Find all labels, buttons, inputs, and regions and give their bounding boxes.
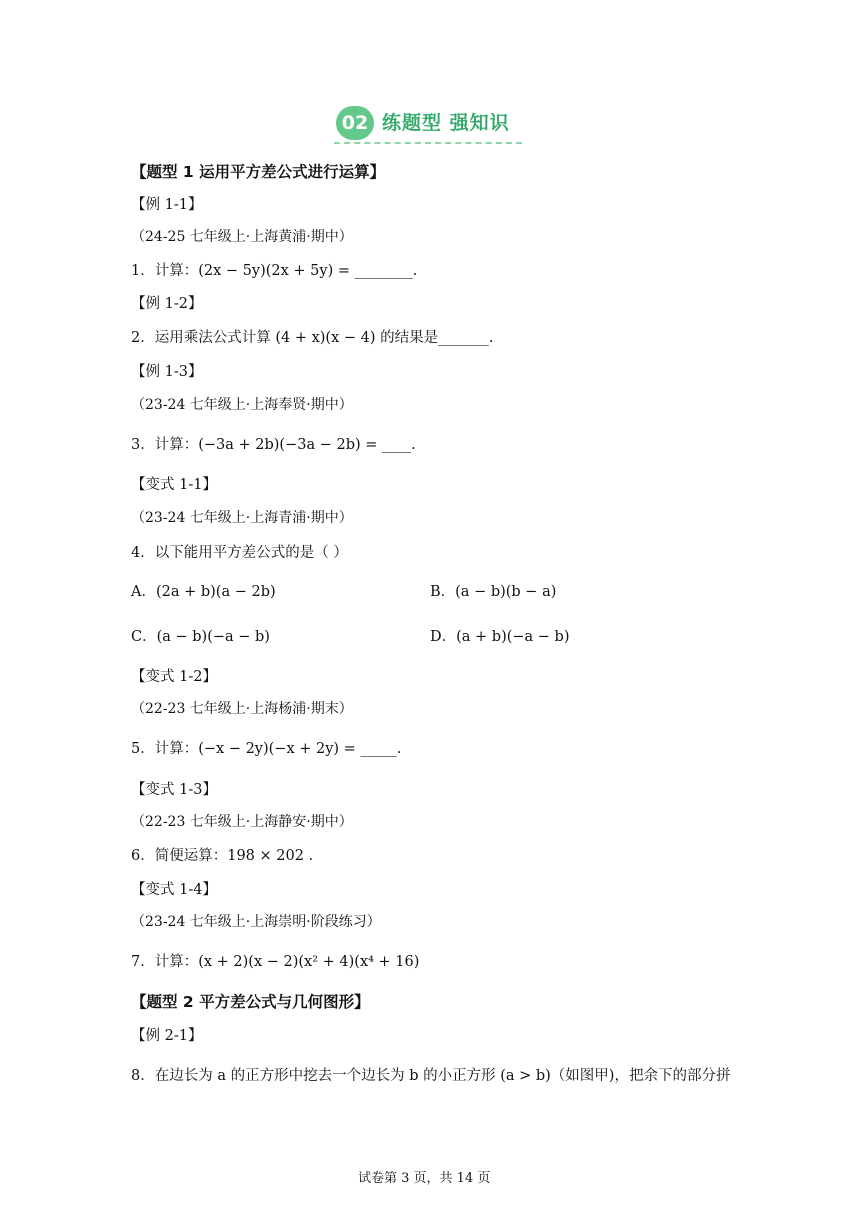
label-example-2-1: 【例 2-1】 [131, 1028, 203, 1044]
section-heading-1: 【题型 1 运用平方差公式进行运算】 [131, 163, 386, 181]
source-q3: （23-24 七年级上·上海奉贤·期中） [131, 397, 353, 413]
label-example-1-2: 【例 1-2】 [131, 296, 203, 312]
section-banner [334, 104, 524, 146]
question-2: 2．运用乘法公式计算 (4 + x)(x − 4) 的结果是_______. [131, 330, 494, 346]
option-c: C．(a − b)(−a − b) [131, 629, 270, 645]
section-heading-2: 【题型 2 平方差公式与几何图形】 [131, 993, 370, 1011]
option-d: D．(a + b)(−a − b) [430, 629, 570, 645]
label-variant-1-2: 【变式 1-2】 [131, 669, 217, 685]
label-example-1-1: 【例 1-1】 [131, 197, 203, 213]
option-a: A．(2a + b)(a − 2b) [131, 584, 276, 600]
question-8: 8．在边长为 a 的正方形中挖去一个边长为 b 的小正方形 (a > b)（如图甲)，把余下的部分拼 [131, 1068, 731, 1084]
label-variant-1-4: 【变式 1-4】 [131, 882, 217, 898]
source-q4: （23-24 七年级上·上海青浦·期中） [131, 510, 353, 526]
question-1: 1．计算：(2x − 5y)(2x + 5y) = ________. [131, 263, 418, 279]
label-variant-1-1: 【变式 1-1】 [131, 477, 217, 493]
source-q5: （22-23 七年级上·上海杨浦·期末） [131, 701, 353, 717]
question-7: 7．计算：(x + 2)(x − 2)(x² + 4)(x⁴ + 16) [131, 954, 420, 970]
question-4: 4．以下能用平方差公式的是（ ） [131, 545, 348, 561]
section-banner-title: 练题型 强知识 [382, 112, 510, 134]
banner-dashed-underline [334, 142, 522, 144]
source-q6: （22-23 七年级上·上海静安·期中） [131, 814, 353, 830]
option-b: B．(a − b)(b − a) [430, 584, 557, 600]
label-example-1-3: 【例 1-3】 [131, 364, 203, 380]
label-variant-1-3: 【变式 1-3】 [131, 782, 217, 798]
question-3: 3．计算：(−3a + 2b)(−3a − 2b) = ____. [131, 437, 416, 453]
source-q1: （24-25 七年级上·上海黄浦·期中） [131, 229, 353, 245]
question-5: 5．计算：(−x − 2y)(−x + 2y) = _____. [131, 741, 402, 757]
question-6: 6．简便运算：198 × 202 . [131, 848, 314, 864]
section-number-badge: 02 [336, 106, 374, 140]
source-q7: （23-24 七年级上·上海崇明·阶段练习） [131, 914, 381, 930]
page-footer: 试卷第 3 页，共 14 页 [358, 1171, 491, 1186]
